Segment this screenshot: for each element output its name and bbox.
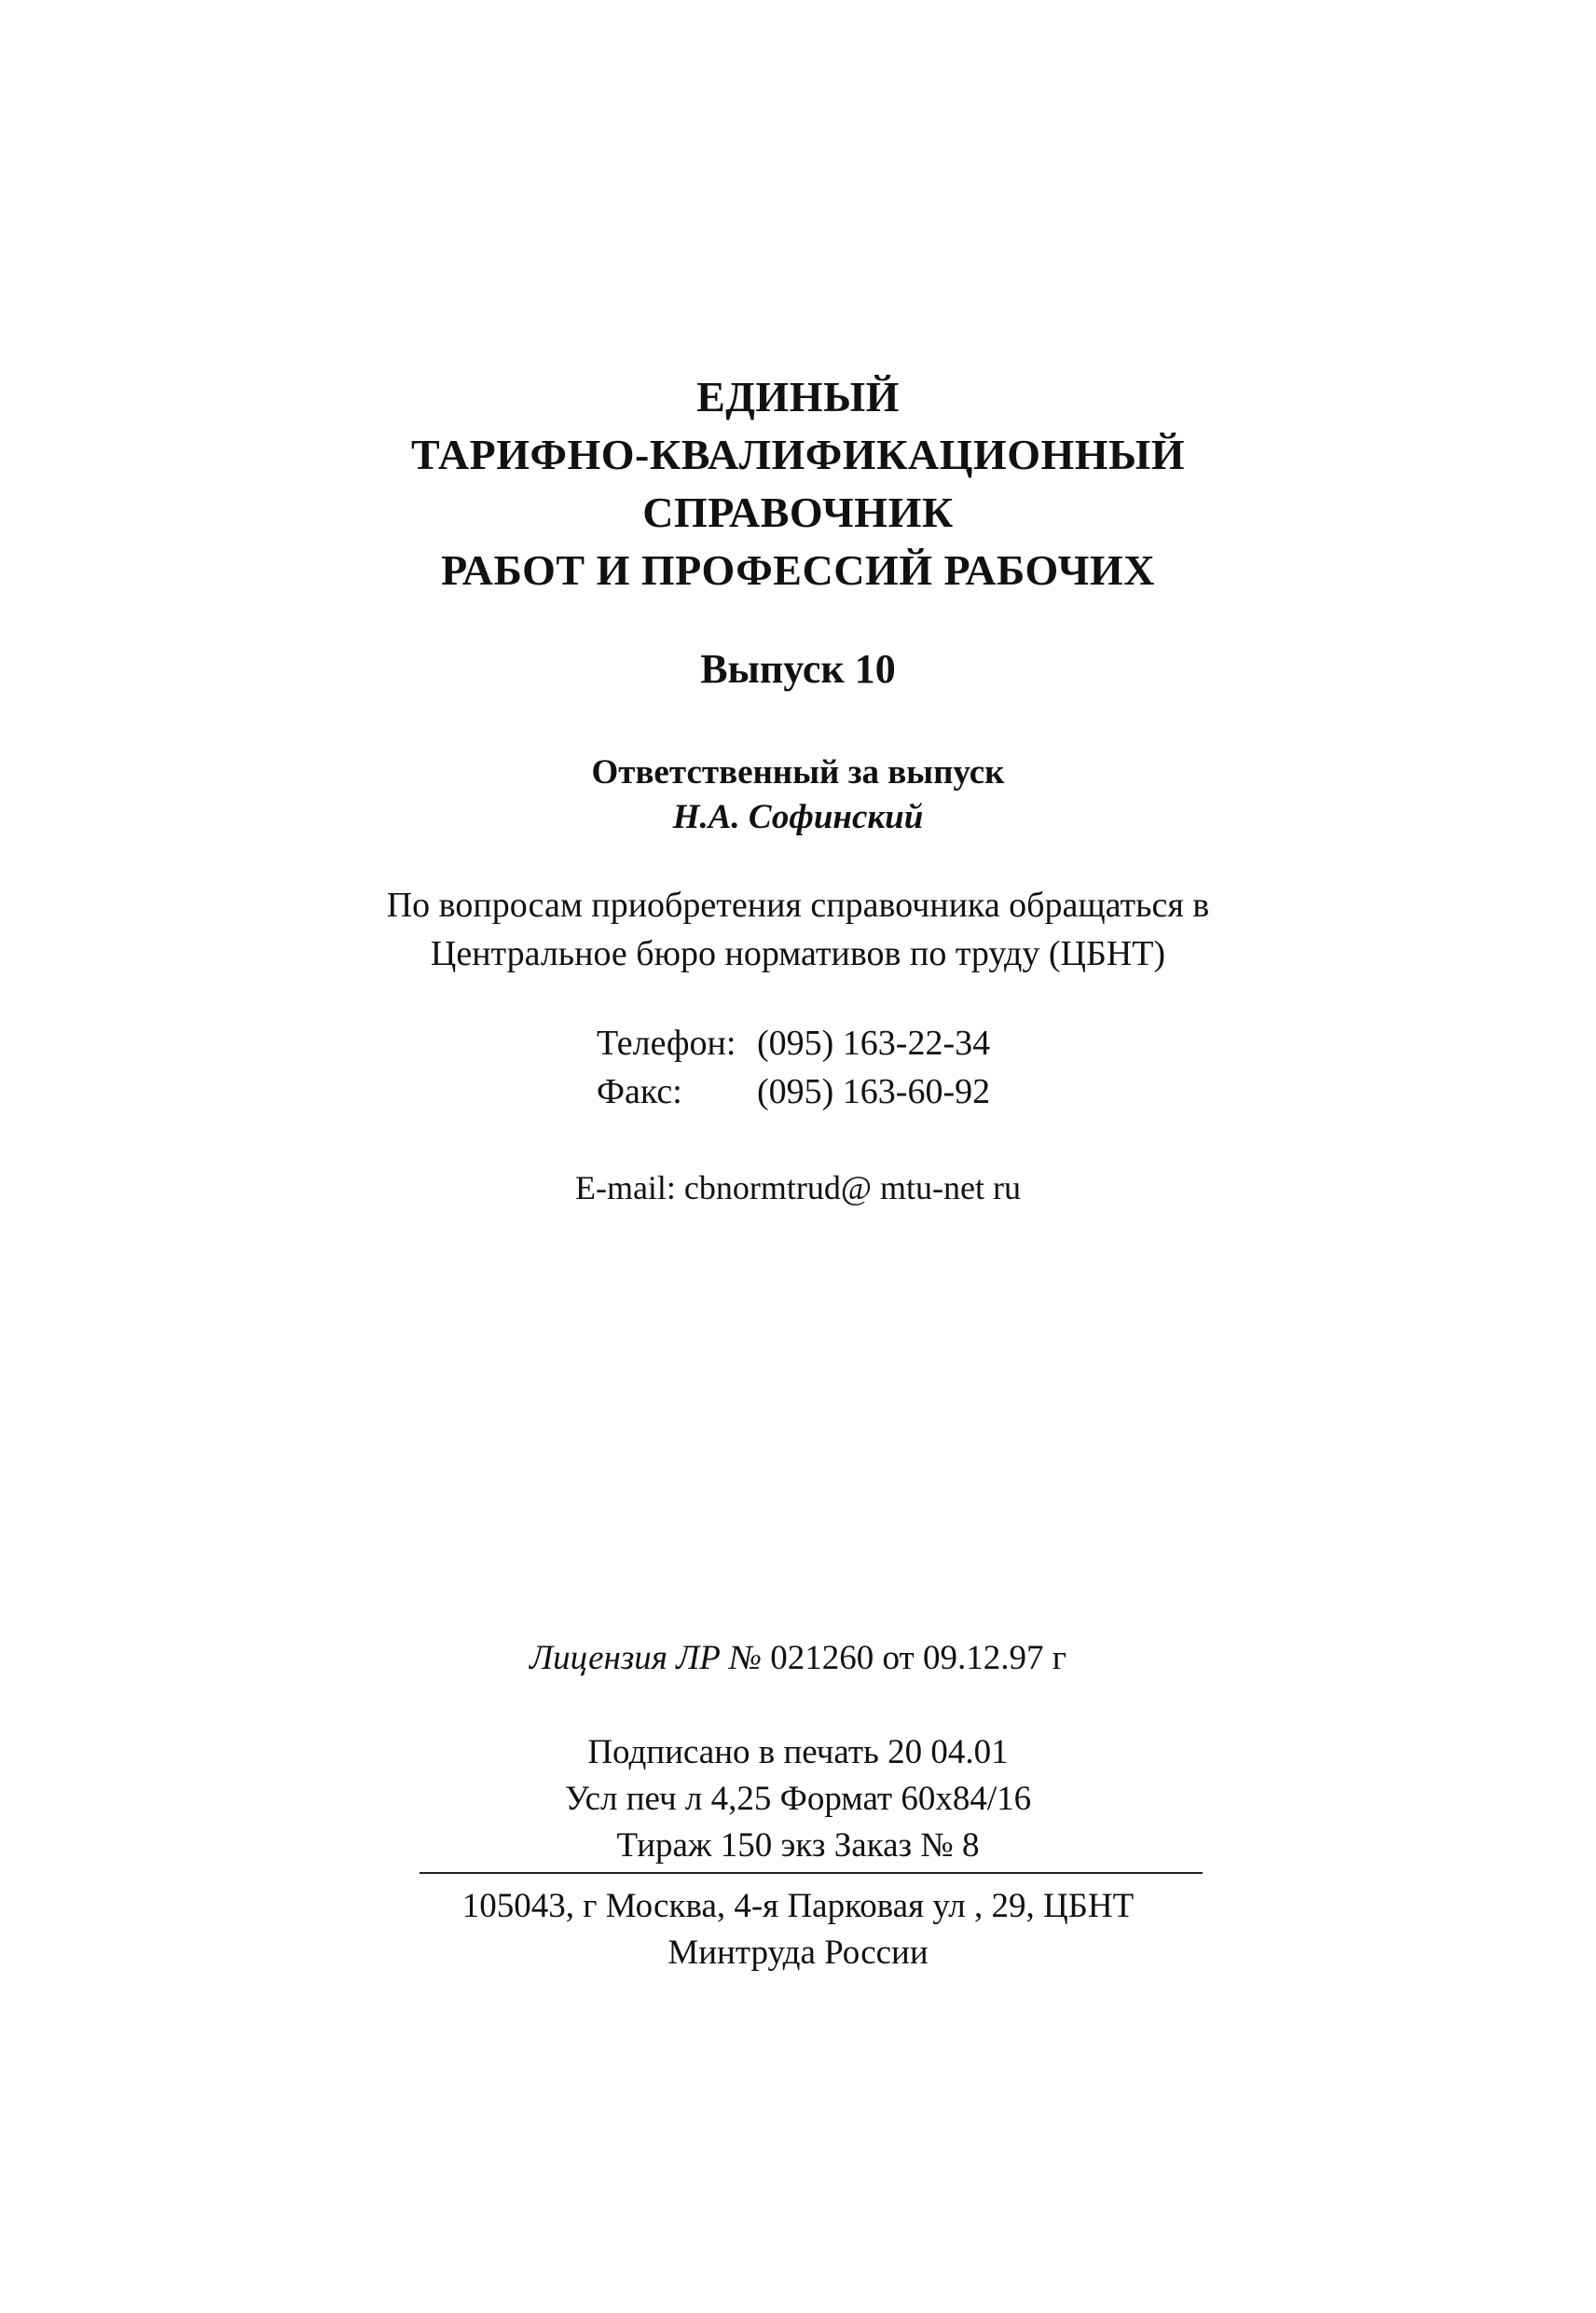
print-line-2: Усл печ л 4,25 Формат 60х84/16 [564,1780,1032,1818]
fax-row [597,1067,1119,1116]
responsible-editor [0,750,1596,840]
license-prefix: Лицензия ЛР № [530,1639,763,1677]
address-line-2: Минтруда России [667,1934,929,1972]
title-line-4: РАБОТ И ПРОФЕССИЙ РАБОЧИХ [441,546,1155,594]
phone-row [597,1019,1119,1067]
responsible-label: Ответственный за выпуск [591,753,1005,792]
print-details [0,1729,1596,1869]
title-line-3: СПРАВОЧНИК [642,489,954,536]
title-line-2: ТАРИФНО-КВАЛИФИКАЦИОННЫЙ [410,431,1185,478]
document-title [0,368,1596,599]
fax-value: (095) 163-60-92 [757,1072,991,1111]
publisher-address [0,1883,1596,1976]
title-line-1: ЕДИНЫЙ [696,373,900,420]
responsible-person: Н.А. Софинский [672,798,924,836]
print-line-3: Тираж 150 экз Заказ № 8 [616,1826,980,1865]
inquiry-line-1: По вопросам приобретения справочника обращаться в [386,886,1210,925]
divider-line [420,1872,1203,1874]
print-line-1: Подписано в печать 20 04.01 [587,1733,1009,1771]
contact-info [597,1019,1119,1116]
email-address: E-mail: cbnormtrud@ mtu-net ru [574,1169,1022,1206]
license-number: 021260 от 09.12.97 г [770,1639,1066,1677]
fax-label: Факс: [597,1072,682,1111]
issue-number: Выпуск 10 [700,646,896,692]
inquiry-line-2: Центральное бюро нормативов по труду (ЦБНТ) [430,934,1166,973]
phone-value: (095) 163-22-34 [757,1024,991,1063]
license-info [0,1636,1596,1681]
address-line-1: 105043, г Москва, 4-я Парковая ул , 29, ЦБНТ [461,1887,1135,1925]
inquiry-note [0,881,1596,978]
phone-label: Телефон: [597,1024,736,1063]
